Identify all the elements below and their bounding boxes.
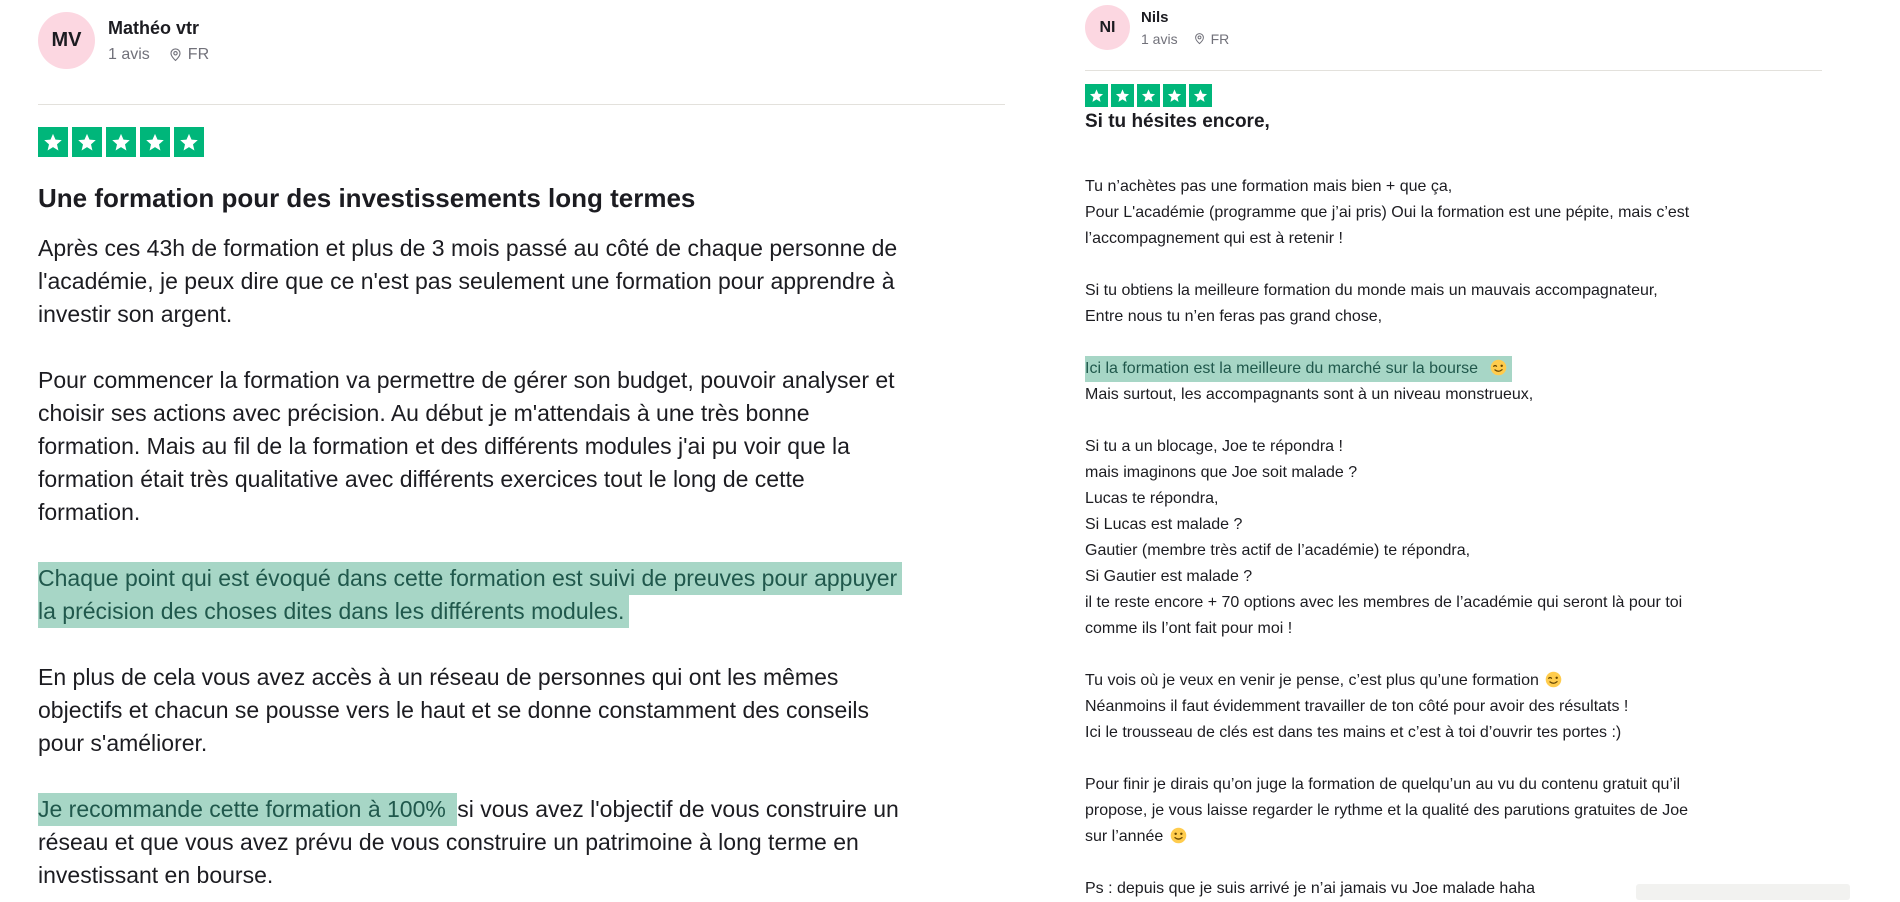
review-text: Si Gautier est malade ? bbox=[1085, 568, 1253, 585]
review-text: Ici le trousseau de clés est dans tes mains et c’est à toi d’ouvrir tes portes :) bbox=[1085, 724, 1622, 741]
review-text: Gautier (membre très actif de l’académie) te répondra, bbox=[1085, 542, 1471, 559]
review-line bbox=[38, 562, 1005, 595]
divider bbox=[38, 104, 1005, 105]
review-line bbox=[1085, 642, 1822, 668]
star-icon bbox=[1167, 88, 1182, 103]
review-text: propose, je vous laisse regarder le rythme et la qualité des parutions gratuites de Joe bbox=[1085, 802, 1689, 819]
review-line bbox=[38, 265, 1005, 298]
review-text: pour s'améliorer. bbox=[38, 730, 208, 756]
star-icon bbox=[1115, 88, 1130, 103]
review-line bbox=[38, 298, 1005, 331]
wink-emoji-icon bbox=[1490, 359, 1507, 376]
reviewer-name[interactable]: Mathéo vtr bbox=[108, 17, 200, 38]
review-line bbox=[1085, 304, 1822, 330]
star-icon bbox=[179, 132, 199, 152]
review-card-left bbox=[38, 0, 1005, 900]
review-line bbox=[38, 661, 1005, 694]
star-cell bbox=[174, 127, 204, 157]
star-rating bbox=[38, 127, 204, 157]
review-text: Tu n’achètes pas une formation mais bien + que ça, bbox=[1085, 178, 1453, 195]
partial-element bbox=[1636, 884, 1850, 900]
review-text: Si Lucas est malade ? bbox=[1085, 516, 1243, 533]
avatar[interactable]: NI bbox=[1085, 5, 1130, 50]
review-text: mais imaginons que Joe soit malade ? bbox=[1085, 464, 1358, 481]
highlighted-text: Ici la formation est la meilleure du marché sur la bourse bbox=[1085, 356, 1488, 382]
review-text: formation. Mais au fil de la formation et des différents modules j'ai pu voir que la bbox=[38, 433, 850, 459]
review-text: réseau et que vous avez prévu de vous construire un patrimoine à long terme en bbox=[38, 829, 859, 855]
review-line bbox=[1085, 226, 1822, 252]
highlighted-text: la précision des choses dites dans les différents modules. bbox=[38, 595, 629, 628]
review-text: si vous avez l'objectif de vous construire un bbox=[457, 796, 899, 822]
review-line bbox=[1085, 564, 1822, 590]
highlighted-text: Chaque point qui est évoqué dans cette formation est suivi de preuves pour appuyer bbox=[38, 562, 902, 595]
review-line bbox=[1085, 356, 1822, 382]
review-text: investir son argent. bbox=[38, 301, 233, 327]
star-cell bbox=[72, 127, 102, 157]
review-title: Si tu hésites encore, bbox=[1085, 111, 1270, 132]
location-label: FR bbox=[187, 45, 210, 63]
review-text: Ps : depuis que je suis arrivé je n’ai jamais vu Joe malade haha bbox=[1085, 880, 1536, 897]
review-line bbox=[38, 397, 1005, 430]
star-icon bbox=[1141, 88, 1156, 103]
review-line bbox=[1085, 174, 1822, 200]
review-line bbox=[38, 331, 1005, 364]
review-line bbox=[38, 727, 1005, 760]
review-text: sur l’année bbox=[1085, 828, 1168, 845]
review-header bbox=[38, 12, 209, 69]
star-cell bbox=[1111, 84, 1134, 107]
review-text: l'académie, je peux dire que ce n'est pas seulement une formation pour apprendre à bbox=[38, 268, 895, 294]
location-pin-icon bbox=[168, 46, 183, 63]
star-cell bbox=[140, 127, 170, 157]
review-text: objectifs et chacun se pousse vers le haut et se donne constamment des conseils bbox=[38, 697, 870, 723]
review-body bbox=[38, 232, 1005, 892]
review-text: En plus de cela vous avez accès à un réseau de personnes qui ont les mêmes bbox=[38, 664, 839, 690]
review-card-right bbox=[1085, 0, 1822, 900]
star-icon bbox=[145, 132, 165, 152]
review-count: 1 avis bbox=[1141, 30, 1178, 47]
review-text: investissant en bourse. bbox=[38, 862, 274, 888]
review-line bbox=[1085, 200, 1822, 226]
review-text: Pour commencer la formation va permettre de gérer son budget, pouvoir analyser et bbox=[38, 367, 895, 393]
star-icon bbox=[43, 132, 63, 152]
review-line bbox=[38, 529, 1005, 562]
review-line bbox=[38, 694, 1005, 727]
star-icon bbox=[1193, 88, 1208, 103]
star-cell bbox=[1085, 84, 1108, 107]
star-cell bbox=[106, 127, 136, 157]
review-line bbox=[1085, 460, 1822, 486]
star-cell bbox=[1163, 84, 1186, 107]
avatar[interactable]: MV bbox=[38, 12, 95, 69]
review-line bbox=[1085, 486, 1822, 512]
star-icon bbox=[77, 132, 97, 152]
review-line bbox=[38, 859, 1005, 892]
review-line bbox=[1085, 616, 1822, 642]
star-cell bbox=[1137, 84, 1160, 107]
review-line bbox=[38, 463, 1005, 496]
review-text: Mais surtout, les accompagnants sont à un niveau monstrueux, bbox=[1085, 386, 1534, 403]
review-line bbox=[1085, 382, 1822, 408]
smile-emoji-icon bbox=[1170, 827, 1187, 844]
review-text: Pour L'académie (programme que j’ai pris) Oui la formation est une pépite, mais c’est bbox=[1085, 204, 1690, 221]
review-text: formation était très qualitative avec différents exercices tout le long de cette bbox=[38, 466, 805, 492]
review-title: Une formation pour des investissements long termes bbox=[38, 183, 696, 213]
review-line bbox=[1085, 694, 1822, 720]
review-line bbox=[38, 628, 1005, 661]
review-line bbox=[1085, 278, 1822, 304]
location-pin-icon bbox=[1193, 31, 1206, 46]
review-line bbox=[1085, 434, 1822, 460]
review-text: comme ils l’ont fait pour moi ! bbox=[1085, 620, 1293, 637]
review-line bbox=[1085, 668, 1822, 694]
review-line bbox=[1085, 252, 1822, 278]
review-line bbox=[1085, 824, 1822, 850]
star-cell bbox=[1189, 84, 1212, 107]
review-body bbox=[1085, 174, 1822, 902]
review-text: l’accompagnement qui est à retenir ! bbox=[1085, 230, 1343, 247]
review-line bbox=[1085, 330, 1822, 356]
review-text: il te reste encore + 70 options avec les membres de l’académie qui seront là pour toi bbox=[1085, 594, 1683, 611]
review-count: 1 avis bbox=[108, 45, 150, 63]
reviewer-name[interactable]: Nils bbox=[1141, 8, 1169, 26]
review-text: Néanmoins il faut évidemment travailler de ton côté pour avoir des résultats ! bbox=[1085, 698, 1629, 715]
review-text: Tu vois où je veux en venir je pense, c’est plus qu’une formation bbox=[1085, 672, 1544, 689]
review-line bbox=[38, 496, 1005, 529]
review-line bbox=[1085, 798, 1822, 824]
location-label: FR bbox=[1210, 30, 1230, 47]
review-text: Si tu obtiens la meilleure formation du monde mais un mauvais accompagnateur, bbox=[1085, 282, 1658, 299]
review-line bbox=[1085, 408, 1822, 434]
review-line bbox=[38, 826, 1005, 859]
review-line bbox=[38, 793, 1005, 826]
star-rating bbox=[1085, 84, 1212, 107]
review-text: Pour finir je dirais qu’on juge la formation de quelqu’un au vu du contenu gratuit qu’il bbox=[1085, 776, 1681, 793]
review-text: Entre nous tu n’en feras pas grand chose, bbox=[1085, 308, 1383, 325]
review-line bbox=[1085, 590, 1822, 616]
review-line bbox=[1085, 772, 1822, 798]
review-line bbox=[38, 232, 1005, 265]
review-line bbox=[38, 760, 1005, 793]
star-cell bbox=[38, 127, 68, 157]
review-line bbox=[38, 430, 1005, 463]
star-icon bbox=[111, 132, 131, 152]
review-text: formation. bbox=[38, 499, 141, 525]
review-text: Si tu a un blocage, Joe te répondra ! bbox=[1085, 438, 1343, 455]
review-line bbox=[38, 364, 1005, 397]
star-icon bbox=[1089, 88, 1104, 103]
review-text: Lucas te répondra, bbox=[1085, 490, 1219, 507]
wink-emoji-icon bbox=[1545, 671, 1562, 688]
divider bbox=[1085, 70, 1822, 71]
highlighted-text: Je recommande cette formation à 100% bbox=[38, 793, 457, 826]
review-line bbox=[1085, 850, 1822, 876]
review-line bbox=[1085, 538, 1822, 564]
review-text: Après ces 43h de formation et plus de 3 mois passé au côté de chaque personne de bbox=[38, 235, 898, 261]
review-line bbox=[1085, 746, 1822, 772]
review-line bbox=[1085, 720, 1822, 746]
review-text: choisir ses actions avec précision. Au début je m'attendais à une très bonne bbox=[38, 400, 810, 426]
review-line bbox=[1085, 512, 1822, 538]
review-header bbox=[1085, 5, 1229, 50]
review-line bbox=[38, 595, 1005, 628]
